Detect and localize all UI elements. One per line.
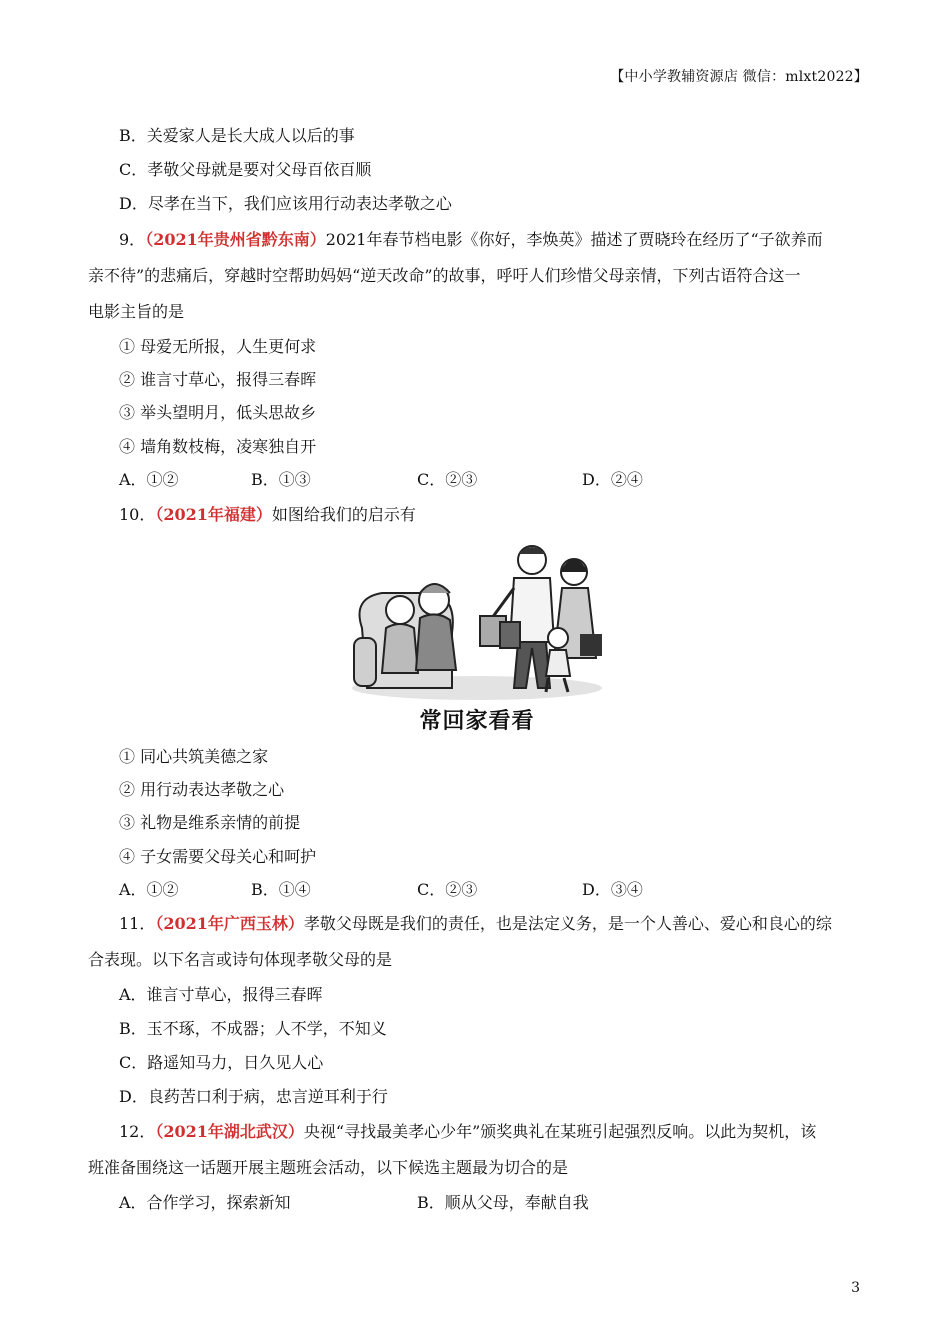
q9-item-4: ④ 墙角数枝梅，凌寒独自开 [119, 437, 317, 456]
q10-choice-a: A．①② [119, 880, 179, 899]
q12-number: 12． [119, 1122, 156, 1141]
q10-stem [119, 505, 416, 525]
q9-stem-text1: 2021年春节档电影《你好，李焕英》描述了贾晓玲在经历了“子欲养而 [325, 230, 823, 249]
q9-number: 9． [119, 230, 146, 249]
q9-choice-d: D．②④ [582, 470, 643, 489]
q12-choice-b: B．顺从父母，奉献自我 [417, 1193, 589, 1212]
q10-number: 10． [119, 505, 156, 524]
q10-choice-c: C．②③ [417, 880, 478, 899]
q10-choice-d: D．③④ [582, 880, 643, 899]
q10-item-1: ① 同心共筑美德之家 [119, 747, 269, 766]
q10-item-3: ③ 礼物是维系亲情的前提 [119, 813, 301, 832]
q10-choice-b: B．①④ [251, 880, 311, 899]
q11-stem-text1: 孝敬父母既是我们的责任，也是法定义务，是一个人善心、爱心和良心的综 [303, 914, 832, 933]
q11-stem-line1 [119, 914, 832, 934]
q8-option-c: C．孝敬父母就是要对父母百依百顺 [119, 160, 372, 179]
q10-item-4: ④ 子女需要父母关心和呵护 [119, 847, 317, 866]
q9-item-3: ③ 举头望明月，低头思故乡 [119, 403, 317, 422]
q9-item-2: ② 谁言寸草心，报得三春晖 [119, 370, 317, 389]
q9-stem-line3: 电影主旨的是 [88, 302, 185, 321]
q12-stem-text1: 央视“寻找最美孝心少年”颁奖典礼在某班引起强烈反响。以此为契机，该 [303, 1122, 817, 1141]
q12-source: （2021年湖北武汉） [155, 1122, 304, 1141]
q12-stem-line2: 班准备围绕这一话题开展主题班会活动，以下候选主题最为切合的是 [88, 1158, 569, 1177]
q12-choice-a: A．合作学习，探索新知 [119, 1193, 291, 1212]
illustration-caption: 常回家看看 [419, 709, 535, 734]
q9-choice-c: C．②③ [417, 470, 478, 489]
q9-item-1: ① 母爱无所报，人生更何求 [119, 337, 317, 356]
family-visit-illustration [342, 538, 612, 734]
q8-option-b: B．关爱家人是长大成人以后的事 [119, 126, 355, 145]
q9-source: （2021年贵州省黔东南） [145, 230, 326, 249]
q8-option-d: D．尽孝在当下，我们应该用行动表达孝敬之心 [119, 194, 452, 213]
page-header: 【中小学教辅资源店 微信：mlxt2022】 [610, 69, 868, 85]
page-number: 3 [851, 1280, 860, 1296]
q10-stem-text: 如图给我们的启示有 [271, 505, 416, 524]
q9-choice-a: A．①② [119, 470, 179, 489]
q11-choice-d: D．良药苦口利于病，忠言逆耳利于行 [119, 1087, 388, 1106]
q11-number: 11． [119, 914, 156, 933]
q9-stem-line1 [119, 230, 823, 250]
q11-stem-line2: 合表现。以下名言或诗句体现孝敬父母的是 [88, 950, 393, 969]
q11-source: （2021年广西玉林） [155, 914, 304, 933]
q12-stem-line1 [119, 1122, 816, 1142]
q10-item-2: ② 用行动表达孝敬之心 [119, 780, 285, 799]
q11-choice-c: C．路遥知马力，日久见人心 [119, 1053, 324, 1072]
q11-choice-b: B．玉不琢，不成器；人不学，不知义 [119, 1019, 387, 1038]
q11-choice-a: A．谁言寸草心，报得三春晖 [119, 985, 323, 1004]
q9-stem-line2: 亲不待”的悲痛后，穿越时空帮助妈妈“逆天改命”的故事，呼吁人们珍惜父母亲情，下列古语符合这一 [88, 266, 801, 285]
q9-choice-b: B．①③ [251, 470, 311, 489]
q10-source: （2021年福建） [155, 505, 272, 524]
